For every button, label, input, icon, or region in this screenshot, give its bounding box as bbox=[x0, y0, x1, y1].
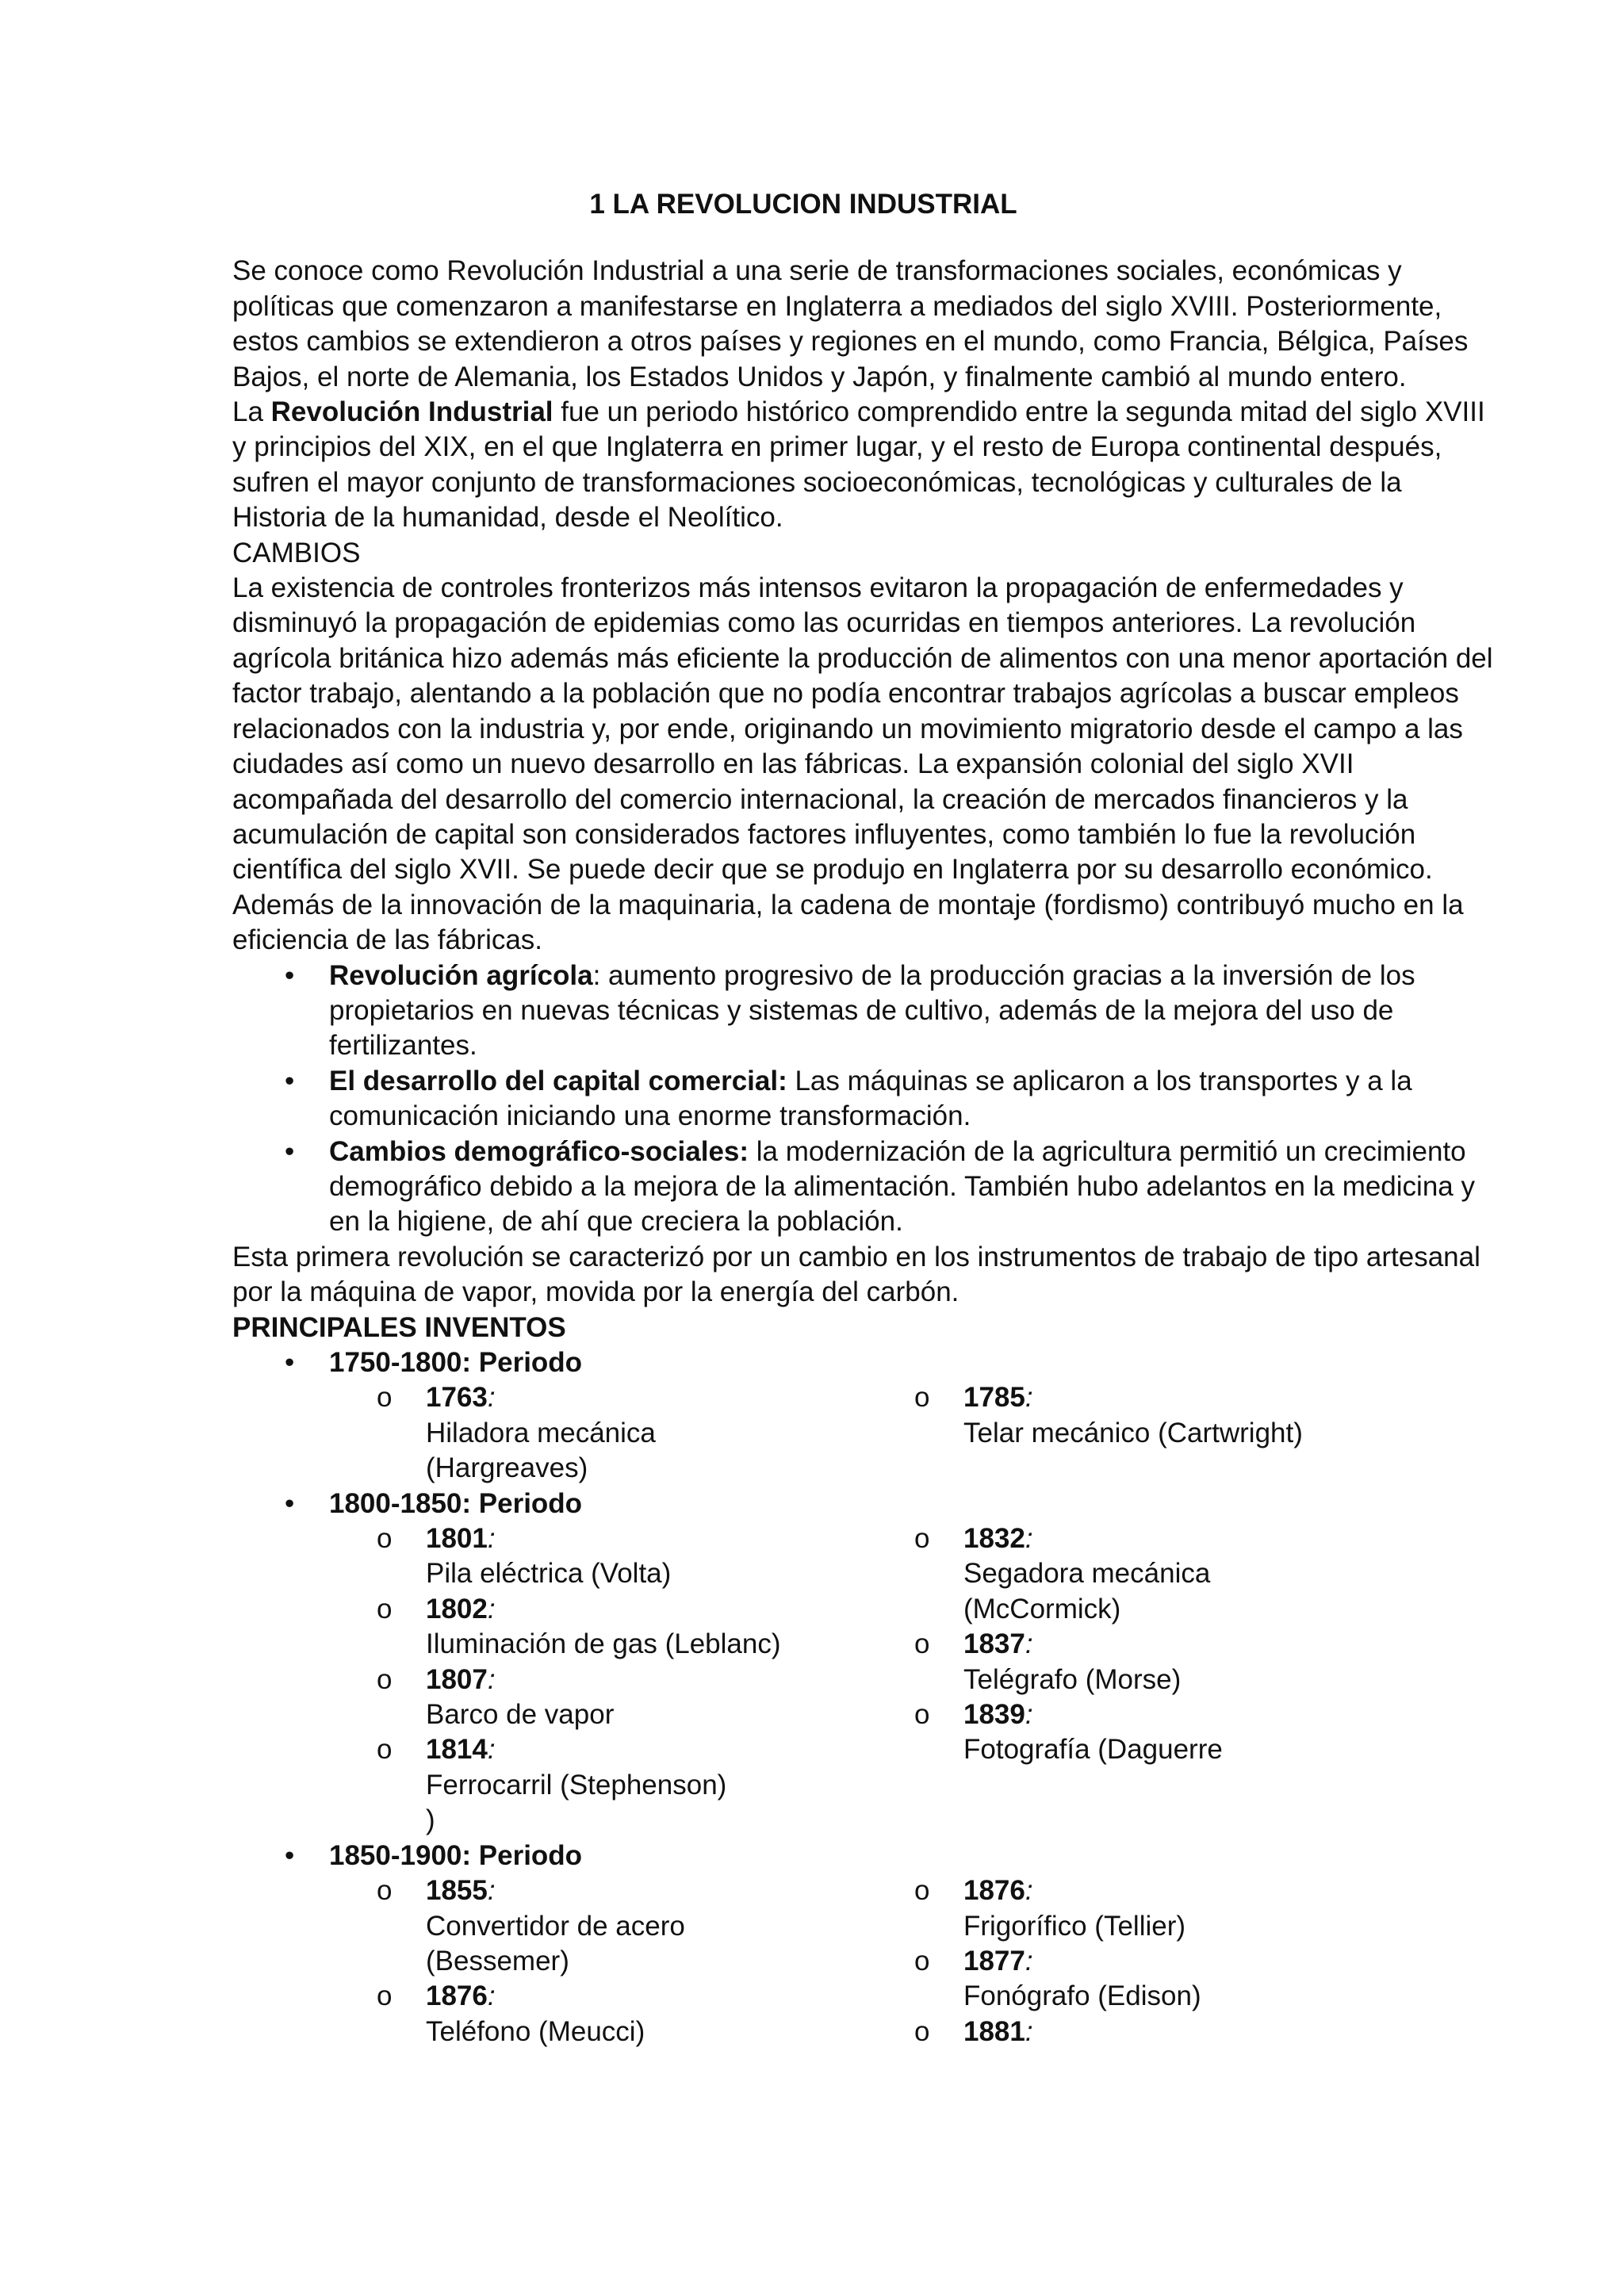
inventions-left-column bbox=[232, 1873, 914, 2049]
invention-year: 1881 bbox=[963, 2015, 1025, 2047]
invention-year: 1802 bbox=[426, 1593, 488, 1624]
invention-item bbox=[914, 1697, 1469, 1768]
year-colon: : bbox=[1025, 1382, 1033, 1414]
bullet-item bbox=[232, 1064, 1495, 1135]
invention-desc: Fotografía (Daguerre bbox=[963, 1734, 1223, 1766]
document-page bbox=[232, 187, 1501, 2049]
section-heading-cambios: CAMBIOS bbox=[232, 537, 361, 568]
invention-item bbox=[377, 1592, 914, 1663]
invention-year: 1839 bbox=[963, 1699, 1025, 1731]
inventions-left-column bbox=[232, 1380, 914, 1486]
invention-year: 1832 bbox=[963, 1523, 1025, 1555]
invention-year: 1876 bbox=[426, 1980, 488, 2012]
invention-year: 1877 bbox=[963, 1945, 1025, 1976]
invention-year: 1801 bbox=[426, 1523, 488, 1555]
definition-prefix: La bbox=[232, 396, 271, 428]
period-inventions bbox=[232, 1521, 1501, 1839]
invention-desc: Fonógrafo (Edison) bbox=[963, 1980, 1201, 2012]
invention-year: 1837 bbox=[963, 1628, 1025, 1660]
definition-paragraph bbox=[232, 395, 1501, 536]
invention-desc: Barco de vapor bbox=[426, 1699, 615, 1731]
invention-item bbox=[914, 1627, 1469, 1697]
year-colon: : bbox=[1025, 1699, 1033, 1731]
invention-year: 1807 bbox=[426, 1663, 488, 1695]
invention-desc: Iluminación de gas (Leblanc) bbox=[426, 1628, 781, 1660]
invention-item bbox=[914, 1380, 1469, 1451]
year-colon: : bbox=[1025, 1523, 1033, 1555]
invention-desc: Frigorífico (Tellier) bbox=[963, 1910, 1186, 1942]
year-colon: : bbox=[487, 1875, 496, 1907]
year-colon: : bbox=[487, 1523, 496, 1555]
period-heading: • 1800-1850: Periodo bbox=[232, 1487, 1501, 1521]
year-colon: : bbox=[1025, 2015, 1033, 2047]
year-colon: : bbox=[487, 1980, 496, 2012]
invention-desc: Teléfono (Meucci) bbox=[426, 2015, 645, 2047]
bullet-text: la modernización de la agricultura permitió un crecimiento demográfico debido a la mejora de la alimentación. También hubo adelantos en la medicina y en la higiene, de ahí que creciera la población. bbox=[329, 1135, 1475, 1238]
invention-item bbox=[377, 1873, 914, 1979]
definition-term: Revolución Industrial bbox=[270, 396, 553, 428]
invention-desc-continuation: ) bbox=[426, 1804, 435, 1836]
year-colon: : bbox=[487, 1382, 496, 1414]
period-heading: • 1850-1900: Periodo bbox=[232, 1839, 1501, 1873]
period-inventions bbox=[232, 1873, 1501, 2049]
invention-year: 1876 bbox=[963, 1875, 1025, 1907]
page-title: 1 LA REVOLUCION INDUSTRIAL bbox=[589, 189, 1017, 220]
period-heading: • 1750-1800: Periodo bbox=[232, 1345, 1501, 1380]
invention-desc: Telar mecánico (Cartwright) bbox=[963, 1417, 1303, 1448]
intro-paragraph: Se conoce como Revolución Industrial a una serie de transformaciones sociales, económicas y políticas que comenzaron a manifestarse en Inglaterra a mediados del siglo XVIII. Posteriormente, estos cambios se extendieron a otros países y regiones en el mundo, como Francia, Bélgica, Países Bajos, el norte de Alemania, los Estados Unidos y Japón, y finalmente cambió al mundo entero. bbox=[232, 255, 1469, 392]
inventions-right-column bbox=[914, 1873, 1469, 2049]
bullet-term: El desarrollo del capital comercial: bbox=[329, 1065, 787, 1096]
year-colon: : bbox=[1025, 1628, 1033, 1660]
invention-item bbox=[377, 1979, 914, 2049]
bullet-term: Revolución agrícola bbox=[329, 959, 593, 991]
year-colon: : bbox=[1025, 1945, 1033, 1976]
invention-item bbox=[914, 1521, 1469, 1627]
year-colon: : bbox=[487, 1593, 496, 1624]
year-colon: : bbox=[487, 1663, 496, 1695]
inventions-right-column bbox=[914, 1521, 1469, 1839]
invention-year: 1785 bbox=[963, 1382, 1025, 1414]
bullet-text: : aumento progresivo de la producción gracias a la inversión de los propietarios en nuevas técnicas y sistemas de cultivo, además de la mejora del uso de fertilizantes. bbox=[329, 959, 1415, 1062]
period-inventions bbox=[232, 1380, 1501, 1486]
invention-item bbox=[377, 1521, 914, 1592]
invention-desc: Telégrafo (Morse) bbox=[963, 1663, 1182, 1695]
invention-year: 1814 bbox=[426, 1734, 488, 1766]
inventions-right-column bbox=[914, 1380, 1469, 1486]
changes-paragraph: La existencia de controles fronterizos más intensos evitaron la propagación de enfermedades y disminuyó la propagación de epidemias como las ocurridas en tiempos anteriores. La revolución agrícola británica hizo además más eficiente la producción de alimentos con una menor aportación del factor trabajo, alentando a la población que no podía encontrar trabajos agrícolas a buscar empleos relacionados con la industria y, por ende, originando un movimiento migratorio desde el campo a las ciudades así como un nuevo desarrollo en las fábricas. La expansión colonial del siglo XVII acompañada del desarrollo del comercio internacional, la creación de mercados financieros y la acumulación de capital son considerados factores influyentes, como también lo fue la revolución científica del siglo XVII. Se puede decir que se produjo en Inglaterra por su desarrollo económico. bbox=[232, 572, 1493, 886]
invention-item bbox=[377, 1380, 914, 1486]
steam-paragraph: Esta primera revolución se caracterizó por un cambio en los instrumentos de trabajo de tipo artesanal por la máquina de vapor, movida por la energía del carbón. bbox=[232, 1241, 1480, 1308]
invention-desc: Convertidor de acero (Bessemer) bbox=[426, 1910, 685, 1976]
invention-item bbox=[914, 1944, 1469, 2015]
machinery-paragraph: Además de la innovación de la maquinaria, la cadena de montaje (fordismo) contribuyó mucho en la eficiencia de las fábricas. bbox=[232, 889, 1464, 956]
invention-item bbox=[914, 1873, 1469, 1944]
invention-item bbox=[377, 1732, 914, 1803]
inventions-left-column bbox=[232, 1521, 914, 1839]
bullet-text: Las máquinas se aplicaron a los transportes y a la comunicación iniciando una enorme transformación. bbox=[329, 1065, 1412, 1132]
invention-desc: Ferrocarril (Stephenson) bbox=[426, 1769, 727, 1800]
bullet-item bbox=[232, 959, 1495, 1064]
invention-desc: Hiladora mecánica (Hargreaves) bbox=[426, 1417, 656, 1484]
changes-bullet-list bbox=[232, 959, 1501, 1240]
invention-year: 1763 bbox=[426, 1382, 488, 1414]
invention-desc: Pila eléctrica (Volta) bbox=[426, 1558, 672, 1590]
bullet-term: Cambios demográfico-sociales: bbox=[329, 1135, 749, 1167]
bullet-item bbox=[232, 1135, 1495, 1240]
year-colon: : bbox=[1025, 1875, 1033, 1907]
invention-year: 1855 bbox=[426, 1875, 488, 1907]
invention-desc: Segadora mecánica (McCormick) bbox=[963, 1558, 1211, 1624]
invention-item bbox=[914, 2015, 1469, 2049]
definition-text: fue un periodo histórico comprendido entre la segunda mitad del siglo XVIII y principios del XIX, en el que Inglaterra en primer lugar, y el resto de Europa continental después, sufren el mayor conjunto de transformaciones socioeconómicas, tecnológicas y culturales de la Historia de la humanidad, desde el Neolítico. bbox=[232, 396, 1485, 534]
section-heading-inventos: PRINCIPALES INVENTOS bbox=[232, 1311, 566, 1343]
year-colon: : bbox=[487, 1734, 496, 1766]
invention-item bbox=[377, 1663, 914, 1733]
